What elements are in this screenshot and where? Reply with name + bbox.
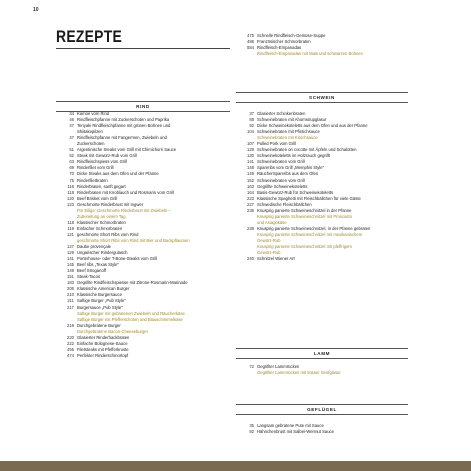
recipe-title: Rinderfiletbraten xyxy=(77,177,108,183)
recipe-title: Daube provençale xyxy=(77,244,111,250)
page-ref: 128 xyxy=(247,147,254,153)
recipe-title: Beef ribs „Texas Style" xyxy=(77,262,119,268)
recipe-list-schwein xyxy=(236,111,410,262)
page-ref: 240 xyxy=(247,256,254,262)
recipe-title: Einfacher Schmorbraten xyxy=(77,225,123,231)
recipe-title: Schweinekoteletts im Holzrauch gegrillt xyxy=(257,153,330,159)
recipe-title: Basis-Gewürz-Rub für Schweinekoteletts xyxy=(257,189,334,195)
section-header-lamm: LAMM xyxy=(236,348,408,359)
recipe-title: Knusprig panierte Schweineschnitzel mit Prosciutto xyxy=(257,213,352,219)
recipe-title: Rindfleischspiess vom Grill xyxy=(77,159,128,165)
section-header-schwein: SCHWEIN xyxy=(236,92,408,103)
page-ref: 238 xyxy=(247,225,254,231)
recipe-title: Schweinebraten mit Ahornsirupglasur xyxy=(257,117,327,123)
page-ref: 488 xyxy=(247,39,254,45)
recipe-title: Langsam gebratene Pute mit Sauce xyxy=(257,423,324,428)
recipe-title: Klassischer Schmorbraten xyxy=(77,219,126,225)
page-ref: 72 xyxy=(249,364,254,369)
recipe-title: Rindfleischpfanne mit Fangermen, Zwiebeln und xyxy=(77,135,167,141)
recipe-title: Französischer Schmorbraten xyxy=(257,39,311,45)
page-ref: 127 xyxy=(67,244,74,250)
recipe-title: Rinderbraten, sanft gegart xyxy=(77,183,126,189)
recipe-title: Zuckerschoten xyxy=(77,141,105,147)
section-header-gefluegel: GEFLÜGEL xyxy=(236,404,408,415)
recipe-title: Rinderbraten mit Knoblauch und Rosmarin vom Grill xyxy=(77,189,174,195)
recipe-title: Glasierter Rinderhackbraten xyxy=(77,334,130,340)
recipe-title: Schweinebraten vom Grill xyxy=(257,159,305,165)
recipe-list-lamm xyxy=(236,364,408,376)
recipe-entry xyxy=(56,353,232,359)
page-ref: 474 xyxy=(67,352,74,358)
page-ref: 217 xyxy=(67,304,74,310)
recipe-title: Gegrillter Lammrücken mit süsser Senfglasur xyxy=(257,370,341,376)
page-ref: 123 xyxy=(67,201,74,207)
page-ref: 222 xyxy=(67,340,74,346)
recipe-title: geschmorte Short Ribs vom Rind xyxy=(77,231,139,237)
recipe-title: Teriyaki Rindfleischpfanne mit grünen Bohnen und xyxy=(77,123,171,129)
recipe-title: Schweinebraten on cocotte mit Äpfeln und Schalotten xyxy=(257,147,357,153)
recipe-title: Ungarischer Rindergulasch xyxy=(77,250,128,256)
recipe-title: Beef Stroganoff xyxy=(77,268,107,274)
page-ref: 584 xyxy=(247,45,254,51)
recipe-title: RäucherSpareribs aus dem Ofen xyxy=(257,171,319,177)
page-ref: 141 xyxy=(67,256,74,262)
page-ref: 152 xyxy=(247,177,254,183)
recipe-title: Saftige Burger mit Pfefferschoten und Blauschimmelkäse xyxy=(77,316,183,322)
page-ref: 51 xyxy=(69,147,74,153)
recipe-title: Schweinebraten mit Kirschsauce xyxy=(257,135,318,141)
recipe-title: Dicke Steaks aus dem Ofen und der Pfanne xyxy=(77,171,159,177)
page-ref: 46 xyxy=(69,117,74,123)
page-ref: 206 xyxy=(67,286,74,292)
page-ref: 92 xyxy=(249,429,254,435)
recipe-title: Einfache Bolognese-Sauce xyxy=(77,340,128,346)
page-ref: 211 xyxy=(67,298,74,304)
recipe-title: Knusprig panierte Schweineschnitzel mit mexikanischem xyxy=(257,231,363,237)
page-ref: 52 xyxy=(69,153,74,159)
recipe-list-rind-continued xyxy=(236,33,408,57)
recipe-title: Durchgebratene Burger xyxy=(77,322,121,328)
page-ref: 151 xyxy=(67,274,74,280)
page-ref: 47 xyxy=(69,123,74,129)
recipe-title: Durchgebratene Bacon-Cheeseburger xyxy=(77,328,148,334)
page-ref: 183 xyxy=(67,280,74,286)
recipe-title: Schnitzel Wiener Art xyxy=(257,256,295,262)
recipe-entry xyxy=(236,429,408,435)
page-ref: 75 xyxy=(69,177,74,183)
recipe-title: Hähnchenbrust mit Salbei-Wermut Sauce xyxy=(257,429,334,435)
page-ref: 120 xyxy=(67,195,74,201)
recipe-title: Glasierter Schinkenbraten xyxy=(257,111,306,116)
recipe-title: Knusprig panierte Schweineschnitzel in der Pfanne xyxy=(257,207,352,213)
recipe-title: Zubereitung an einem Tag xyxy=(77,213,126,219)
page-ref: 47 xyxy=(69,135,74,141)
page-ref: 116 xyxy=(67,183,74,189)
recipe-title: Rindfleisch-Empanadas mit Mais und schwarzen Bohnen xyxy=(257,51,363,57)
page-ref: 163 xyxy=(247,183,254,189)
page-ref: 37 xyxy=(249,111,254,116)
recipe-title: Pulled Pork vom Grill xyxy=(257,141,297,147)
bottom-color-bar xyxy=(0,461,471,471)
recipe-title: Shiitakepilzen xyxy=(77,129,103,135)
recipe-title: Burgersauce „Pub Style" xyxy=(77,304,123,310)
recipe-title: Perfekter Rinderschmortopf xyxy=(77,352,129,358)
recipe-title: Schnelle Rindfleisch-Gemüse-Suppe xyxy=(257,33,326,38)
recipe-title: Klassische Burgersauce xyxy=(77,292,122,298)
recipe-title: Filetsteaks mit Pfefferkruste xyxy=(77,346,129,352)
recipe-title: Steak mit Gewürz-Rub vom Grill xyxy=(77,153,137,159)
recipe-entry xyxy=(236,256,410,262)
recipe-title: Schwedische Fleischbällchen xyxy=(257,201,312,207)
recipe-title: Klassische Spaghetti mit Fleischbällchen für viele Gäste xyxy=(257,195,361,201)
section-header-rind: RIND xyxy=(56,101,230,112)
page-ref: 63 xyxy=(69,159,74,165)
recipe-title: Argentinische Steaks vom Grill mit Chimichurri Sauce xyxy=(77,147,177,153)
recipe-title: Schweinebraten mit Pfirsichsauce xyxy=(257,129,320,135)
page-ref: 69 xyxy=(69,165,74,171)
recipe-title: Gegrillter Lammrücken xyxy=(257,364,300,369)
page-ref: 227 xyxy=(247,201,254,207)
recipe-title: Für Eilige: Geschmorte Rinderbrust mit Zwiebeln – xyxy=(77,207,171,213)
page-title: REZEPTE xyxy=(56,27,123,46)
page-ref: 88 xyxy=(249,117,254,123)
recipe-title: Beef Brisket vom Grill xyxy=(77,195,118,201)
page-ref: 455 xyxy=(67,346,74,352)
page-ref: 141 xyxy=(247,159,254,165)
recipe-title: und Asiagokäse xyxy=(257,219,287,225)
recipe-entry xyxy=(236,51,408,57)
page-ref: 164 xyxy=(247,189,254,195)
page-ref: 149 xyxy=(247,171,254,177)
recipe-title: Gegrillte Rindfleischspiesse mit Zitrone-Rosmarin-Marinade xyxy=(77,280,188,286)
page-ref: 118 xyxy=(67,189,74,195)
recipe-title: Steak-Tacos xyxy=(77,274,101,280)
page-ref: 149 xyxy=(67,268,74,274)
page-ref: 218 xyxy=(67,322,74,328)
recipe-title: Saftige Burger „Pub Style" xyxy=(77,298,126,304)
recipe-title: Saftige Burger mit gebratenen Zwiebeln und Räucherkäse xyxy=(77,310,185,316)
page-ref: 92 xyxy=(249,123,254,129)
title-rule xyxy=(56,48,230,49)
page-ref: 220 xyxy=(67,334,74,340)
recipe-title: Rinderfilet vom Grill xyxy=(77,165,114,171)
page-ref: 121 xyxy=(67,231,74,237)
recipe-title: Gewürz-Rub xyxy=(257,250,281,256)
recipe-title: Rindfleischpfanne mit Zuckerschoten und Paprika xyxy=(77,117,170,123)
page-ref: 148 xyxy=(247,165,254,171)
recipe-title: Kamoe vom Rind xyxy=(77,111,110,116)
recipe-title: Spareribs vom Grill „Memphis Style" xyxy=(257,165,325,171)
recipe-title: Geschmorte Rinderbrust mit Ingwer xyxy=(77,201,144,207)
recipe-entry xyxy=(236,370,408,376)
recipe-list-gefluegel xyxy=(236,423,408,435)
page-ref: 210 xyxy=(67,292,74,298)
recipe-title: Rindfleisch-Empanadas xyxy=(257,45,302,51)
recipe-title: Porterhouse- oder T-Bone-Steaks vom Grill xyxy=(77,256,158,262)
page-ref: 119 xyxy=(67,225,74,231)
page-number: 10 xyxy=(33,7,39,13)
recipe-title: Klassische American Burger xyxy=(77,286,130,292)
page-ref: 223 xyxy=(247,195,254,201)
recipe-title: Knusprig panierte Schweineschnitzel, in der Pfanne gebraten xyxy=(257,225,371,231)
recipe-title: Knusprig panierte Schweineschnitzel mit pfeffrigem xyxy=(257,244,352,250)
page-ref: 34 xyxy=(69,111,74,116)
page-ref: 145 xyxy=(67,262,74,268)
recipe-title: Gewürz-Rub xyxy=(257,237,281,243)
page-ref: 130 xyxy=(247,153,254,159)
page-ref: 118 xyxy=(67,219,74,225)
page-ref: 475 xyxy=(247,33,254,38)
page-ref: 104 xyxy=(247,129,254,135)
page-ref: 70 xyxy=(69,171,74,177)
recipe-title: Dicke Schweinekoteletts aus dem Ofen und aus der Pfanne xyxy=(257,123,368,129)
page-ref: 107 xyxy=(247,141,254,147)
recipe-list-rind xyxy=(56,111,232,359)
page-ref: 129 xyxy=(67,250,74,256)
recipe-title: geschmorte Short Ribs vom Rind mit Bier und Backpflaumen xyxy=(77,237,190,243)
recipe-title: Gegrillte Schweinekoteletts xyxy=(257,183,308,189)
page-ref: 35 xyxy=(249,423,254,428)
page-ref: 236 xyxy=(247,207,254,213)
recipe-title: Schweinebraten vom Grill xyxy=(257,177,305,183)
